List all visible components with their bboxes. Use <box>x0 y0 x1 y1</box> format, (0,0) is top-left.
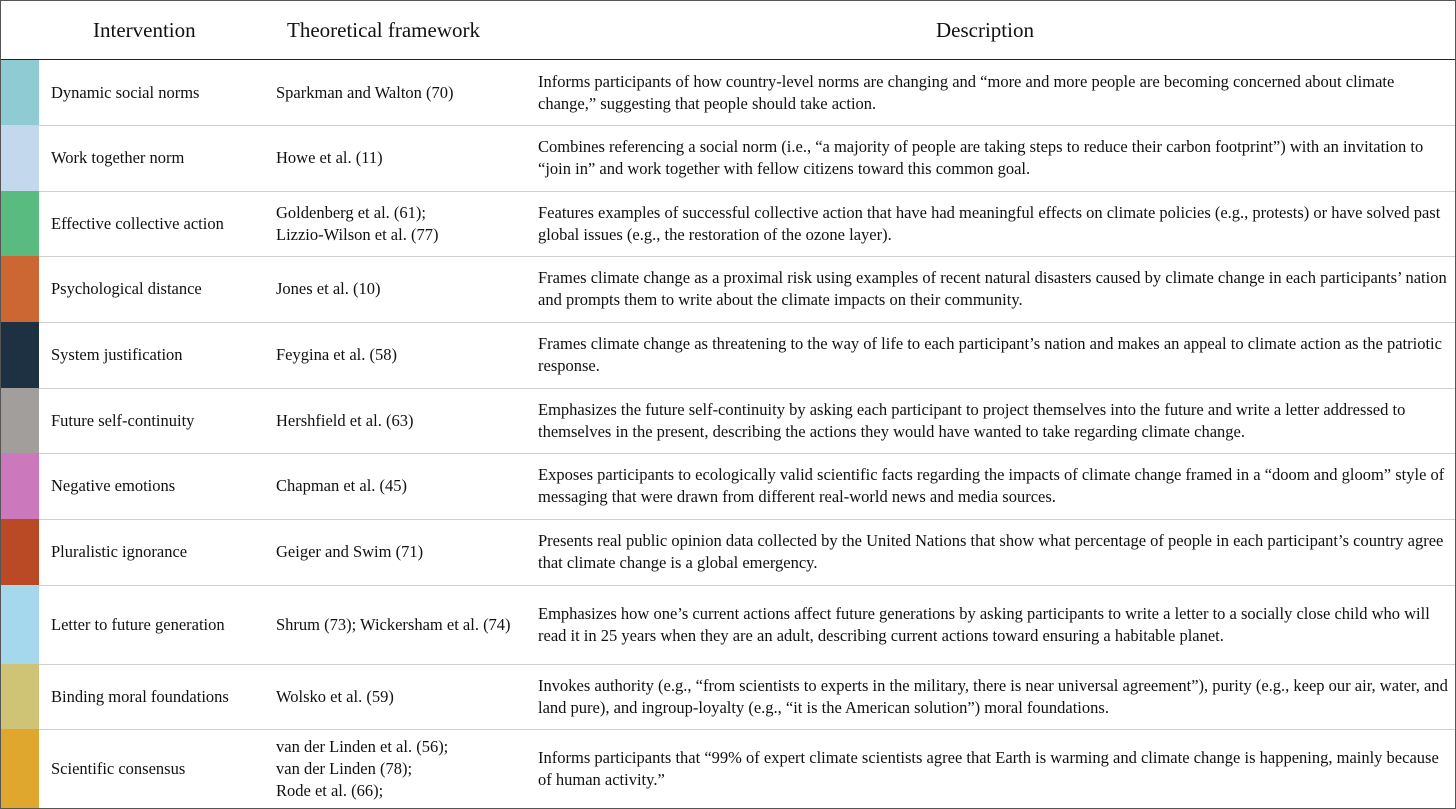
intervention-cell: System justification <box>51 345 183 364</box>
intervention-cell: Future self-continuity <box>51 410 195 430</box>
framework-cell: Jones et al. (10) <box>276 279 381 298</box>
description-cell: Informs participants that “99% of expert climate scientists agree that Earth is warming and climate change is happening, mainly because of human activity.” <box>538 748 1439 789</box>
intervention-cell: Psychological distance <box>51 279 202 298</box>
table-row <box>1 191 1455 257</box>
table-row <box>1 453 1455 520</box>
framework-cell: Sparkman and Walton (70) <box>276 82 454 102</box>
table-row <box>1 322 1455 389</box>
color-swatch <box>1 519 39 585</box>
description-cell: Informs participants of how country-level norms are changing and “more and more people are becoming concerned about climate change,” suggesting that people should take action. <box>538 71 1395 113</box>
table-row <box>1 585 1455 665</box>
intervention-cell: Pluralistic ignorance <box>51 542 188 561</box>
description-cell: Emphasizes how one’s current actions affect future generations by asking participants to write a letter to a socially close child who will read it in 25 years when they are an adult, describing current actions toward ensuring a habitable planet. <box>538 603 1430 645</box>
description-cell: Invokes authority (e.g., “from scientists to experts in the military, there is near universal agreement”), purity (e.g., keep our air, water, and land pure), and ingroup-loyalty (e.g., “it is the American solution”) moral foundations. <box>538 675 1448 717</box>
framework-cell: Chapman et al. (45) <box>276 476 408 495</box>
column-header-description: Description <box>936 18 1034 42</box>
framework-cell: Howe et al. (11) <box>276 148 383 167</box>
column-header-framework: Theoretical framework <box>287 18 480 42</box>
intervention-cell: Effective collective action <box>51 213 224 233</box>
color-swatch <box>1 664 39 729</box>
framework-cell: Goldenberg et al. (61); Lizzio-Wilson et al. (77) <box>276 202 439 244</box>
intervention-cell: Letter to future generation <box>51 614 225 634</box>
table-row <box>1 256 1455 323</box>
description-cell: Exposes participants to ecologically valid scientific facts regarding the impacts of climate change framed in a “doom and gloom” style of messaging that were drawn from different real-world news and media sources. <box>538 465 1445 506</box>
framework-cell: Hershfield et al. (63) <box>276 410 414 430</box>
table-row <box>1 388 1455 454</box>
table-row <box>1 729 1455 809</box>
table-row <box>1 664 1455 730</box>
table-row <box>1 519 1455 586</box>
description-cell: Combines referencing a social norm (i.e., “a majority of people are taking steps to reduce their carbon footprint”) with an invitation to “join in” and work together with fellow citizens toward this common goal. <box>538 137 1424 178</box>
table-row <box>1 125 1455 192</box>
intervention-cell: Dynamic social norms <box>51 82 200 102</box>
color-swatch <box>1 191 39 256</box>
color-swatch <box>1 729 39 809</box>
color-swatch <box>1 60 39 125</box>
framework-cell: Geiger and Swim (71) <box>276 542 424 561</box>
color-swatch <box>1 125 39 191</box>
intervention-cell: Scientific consensus <box>51 759 186 778</box>
description-cell: Frames climate change as a proximal risk using examples of recent natural disasters caused by climate change in each participants’ nation and prompts them to write about the climate impacts on their community. <box>538 268 1447 309</box>
framework-cell: Feygina et al. (58) <box>276 345 397 364</box>
intervention-cell: Negative emotions <box>51 476 176 495</box>
color-swatch <box>1 322 39 388</box>
column-header-intervention: Intervention <box>93 18 196 42</box>
intervention-cell: Work together norm <box>51 148 185 167</box>
framework-cell: van der Linden et al. (56); van der Linden (78); Rode et al. (66); <box>276 737 449 800</box>
color-swatch <box>1 256 39 322</box>
color-swatch <box>1 453 39 519</box>
description-cell: Frames climate change as threatening to the way of life to each participant’s nation and makes an appeal to climate action as the patriotic response. <box>538 334 1442 375</box>
color-swatch <box>1 585 39 664</box>
table-row <box>1 60 1455 126</box>
description-cell: Features examples of successful collective action that have had meaningful effects on climate policies (e.g., protests) or have solved past global issues (e.g., the restoration of the ozone layer). <box>538 202 1441 244</box>
framework-cell: Shrum (73); Wickersham et al. (74) <box>276 614 511 634</box>
color-swatch <box>1 388 39 453</box>
table-header <box>1 1 1455 60</box>
intervention-cell: Binding moral foundations <box>51 686 229 706</box>
description-cell: Emphasizes the future self-continuity by asking each participant to project themselves into the future and write a letter addressed to themselves in the present, describing the actions they would have wanted to take regarding climate change. <box>538 399 1406 441</box>
description-cell: Presents real public opinion data collected by the United Nations that show what percentage of people in each participant’s country agree that climate change is a global emergency. <box>538 531 1444 572</box>
framework-cell: Wolsko et al. (59) <box>276 686 394 706</box>
